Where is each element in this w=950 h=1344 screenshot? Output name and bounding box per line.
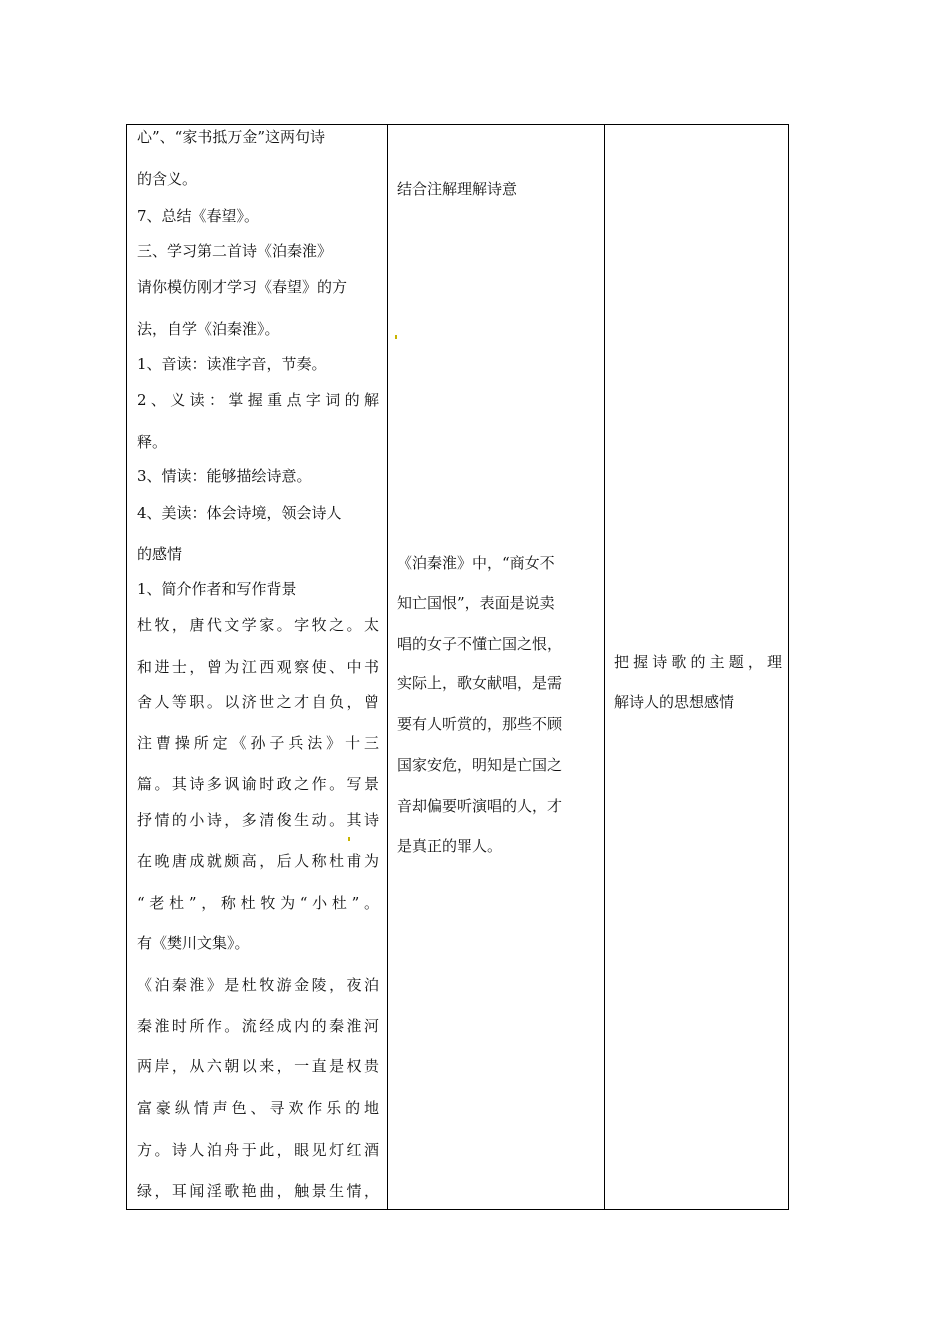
col1-text-line: 7、总结《春望》。 bbox=[137, 207, 260, 225]
ink-speck bbox=[395, 335, 397, 339]
teaching-process-column bbox=[127, 125, 387, 1209]
col1-text-line: 富豪纵情声色、寻欢作乐的地 bbox=[137, 1099, 379, 1117]
col1-text-line: 2、义读：掌握重点字词的解 bbox=[137, 391, 379, 409]
col1-text-line: 注曹操所定《孙子兵法》十三 bbox=[137, 734, 379, 752]
col1-text-line: 和进士，曾为江西观察使、中书 bbox=[137, 658, 379, 676]
col1-text-line: 1、音读：读准字音，节奏。 bbox=[137, 355, 327, 373]
col2-text-line: 国家安危，明知是亡国之 bbox=[397, 756, 563, 774]
col1-text-line: 1、简介作者和写作背景 bbox=[137, 580, 297, 598]
col2-text-line: 知亡国恨”，表面是说卖 bbox=[397, 594, 555, 612]
col3-text-line: 解诗人的思想感情 bbox=[614, 693, 735, 711]
col1-text-line: 秦淮时所作。流经成内的秦淮河 bbox=[137, 1017, 379, 1035]
col1-text-line: 的含义。 bbox=[137, 170, 198, 188]
design-intent-column bbox=[604, 125, 790, 1209]
col1-text-line: 法，自学《泊秦淮》。 bbox=[137, 320, 280, 338]
col1-text-line: 两岸，从六朝以来，一直是权贵 bbox=[137, 1057, 379, 1075]
col1-text-line: 舍人等职。以济世之才自负，曾 bbox=[137, 693, 379, 711]
col1-text-line: 有《樊川文集》。 bbox=[137, 934, 250, 952]
col2-text-line: 《泊秦淮》中，“商女不 bbox=[397, 554, 555, 572]
col1-text-line: “老杜”，称杜牧为“小杜”。 bbox=[137, 894, 379, 912]
col1-text-line: 心”、“家书抵万金”这两句诗 bbox=[137, 128, 326, 146]
col2-text-line: 是真正的罪人。 bbox=[397, 837, 503, 855]
col2-text-line: 唱的女子不懂亡国之恨， bbox=[397, 635, 563, 653]
col3-text-line: 把握诗歌的主题，理 bbox=[614, 653, 782, 671]
lesson-plan-table bbox=[126, 124, 789, 1210]
col2-text-line: 音却偏要听演唱的人，才 bbox=[397, 797, 563, 815]
col1-text-line: 4、美读：体会诗境，领会诗人 bbox=[137, 504, 342, 522]
col1-text-line: 三、学习第二首诗《泊秦淮》 bbox=[137, 242, 333, 260]
col1-text-line: 篇。其诗多讽谕时政之作。写景 bbox=[137, 775, 379, 793]
col1-text-line: 的感情 bbox=[137, 545, 183, 563]
col1-text-line: 抒情的小诗，多清俊生动。其诗 bbox=[137, 811, 379, 829]
col1-text-line: 释。 bbox=[137, 433, 168, 451]
col1-text-line: 3、情读：能够描绘诗意。 bbox=[137, 467, 312, 485]
col1-text-line: 请你模仿刚才学习《春望》的方 bbox=[137, 278, 348, 296]
col1-text-line: 杜牧，唐代文学家。字牧之。太 bbox=[137, 616, 379, 634]
col1-text-line: 在晚唐成就颇高，后人称杜甫为 bbox=[137, 852, 379, 870]
col1-text-line: 《泊秦淮》是杜牧游金陵，夜泊 bbox=[137, 976, 379, 994]
ink-speck bbox=[348, 837, 350, 841]
col1-text-line: 绿，耳闻淫歌艳曲，触景生情， bbox=[137, 1182, 379, 1200]
col2-text-line: 实际上，歌女献唱，是需 bbox=[397, 674, 563, 692]
col2-text-line: 要有人听赏的，那些不顾 bbox=[397, 715, 563, 733]
col1-text-line: 方。诗人泊舟于此，眼见灯红酒 bbox=[137, 1141, 379, 1159]
student-activity-column bbox=[387, 125, 604, 1209]
col2-note: 结合注解理解诗意 bbox=[397, 180, 518, 198]
